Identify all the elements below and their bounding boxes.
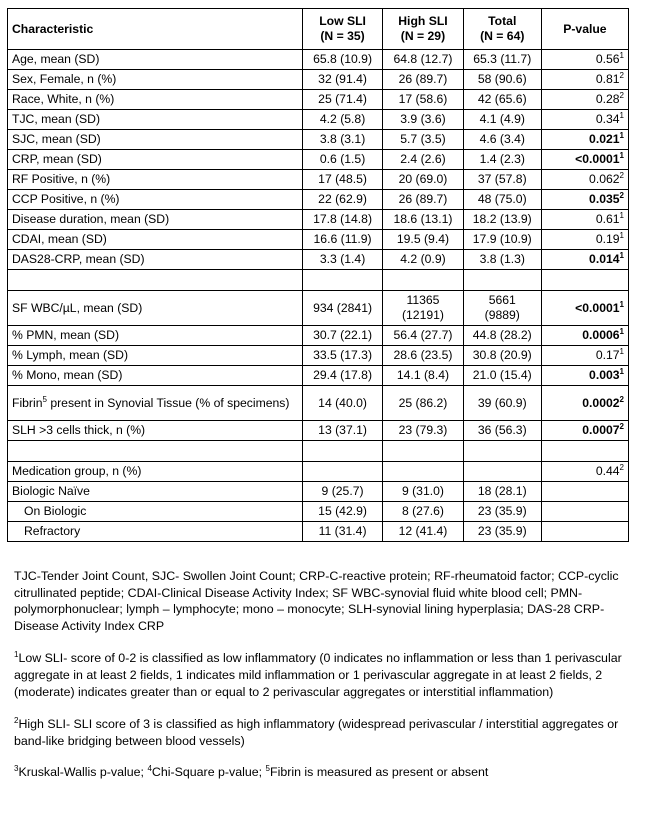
total-value: 21.0 (15.4) [463,366,541,386]
p-value-footnote-marker: 2 [619,462,624,472]
p-value: 0.035 [589,192,620,206]
high-sli-value: 18.6 (13.1) [383,210,463,230]
table-footnotes [14,568,638,781]
spacer-row [8,441,629,462]
p-value-cell [541,70,628,90]
characteristic-label: RF Positive, n (%) [8,170,303,190]
p-value-cell [541,130,628,150]
total-value: 44.8 (28.2) [463,326,541,346]
low-sli-value: 17 (48.5) [302,170,382,190]
p-value-footnote-marker: 1 [619,299,624,309]
table-row [8,110,629,130]
empty-cell [541,502,628,522]
empty-cell [8,441,303,462]
empty-cell [383,441,463,462]
empty-cell [302,270,382,291]
high-sli-value: 25 (86.2) [383,386,463,421]
total-value: 1.4 (2.3) [463,150,541,170]
total-value [463,291,541,326]
high-sli-value: 14.1 (8.4) [383,366,463,386]
empty-cell [541,441,628,462]
total-value: 37 (57.8) [463,170,541,190]
characteristic-label: % PMN, mean (SD) [8,326,303,346]
high-sli-value: 19.5 (9.4) [383,230,463,250]
p-value: 0.0006 [582,328,620,342]
total-value: 30.8 (20.9) [463,346,541,366]
low-sli-value: 3.8 (3.1) [302,130,382,150]
high-sli-value-line-1: 11365 [406,293,440,307]
p-value: 0.56 [595,52,620,66]
characteristic-label: TJC, mean (SD) [8,110,303,130]
p-value-footnote-marker: 1 [619,110,624,120]
p-value: <0.0001 [575,300,620,315]
total-value: 4.6 (3.4) [463,130,541,150]
empty-cell [541,482,628,502]
low-sli-value: 29.4 (17.8) [302,366,382,386]
p-value-footnote-marker: 2 [619,170,624,180]
empty-cell [463,270,541,291]
spacer-row [8,270,629,291]
p-value-cell [541,386,628,421]
p-value-cell [541,190,628,210]
high-sli-value [383,291,463,326]
high-sli-value: 8 (27.6) [383,502,463,522]
header-p-value: P-value [541,9,628,50]
header-low-sli [302,9,382,50]
total-value-line-2: (9889) [484,308,520,322]
low-sli-value: 16.6 (11.9) [302,230,382,250]
characteristic-label [8,386,303,421]
table-row [8,386,629,421]
low-sli-value: 0.6 (1.5) [302,150,382,170]
low-sli-value: 11 (31.4) [302,522,382,542]
table-row [8,421,629,441]
p-value: 0.44 [595,464,620,478]
total-value: 3.8 (1.3) [463,250,541,270]
p-value-footnote-marker: 1 [619,150,624,160]
high-sli-value: 17 (58.6) [383,90,463,110]
table-row [8,50,629,70]
empty-cell [463,441,541,462]
low-sli-value: 934 (2841) [302,291,382,326]
header-high-sli-n: (N = 29) [400,29,446,43]
p-value-cell [541,462,628,482]
p-value: 0.19 [595,232,620,246]
p-value-footnote-marker: 1 [619,250,624,260]
high-sli-value: 20 (69.0) [383,170,463,190]
high-sli-value: 3.9 (3.6) [383,110,463,130]
table-body [8,9,629,542]
empty-cell [541,270,628,291]
header-high-sli [383,9,463,50]
footnote-2-text: High SLI- SLI score of 3 is classified as high inflammatory (widespread perivascular / interstitial aggregates or band-like bridging between blood vessels) [14,717,619,748]
p-value-footnote-marker: 2 [619,190,624,200]
header-low-sli-name: Low SLI [319,14,366,28]
high-sli-value: 4.2 (0.9) [383,250,463,270]
p-value-footnote-marker: 1 [619,230,624,240]
low-sli-value: 25 (71.4) [302,90,382,110]
characteristic-label: CCP Positive, n (%) [8,190,303,210]
footnote-3-4-5 [14,764,638,781]
high-sli-value: 2.4 (2.6) [383,150,463,170]
p-value-cell [541,50,628,70]
low-sli-value: 65.8 (10.9) [302,50,382,70]
header-total-n: (N = 64) [480,29,525,43]
p-value-cell [541,90,628,110]
p-value-cell [541,150,628,170]
table-row [8,150,629,170]
characteristic-label: Medication group, n (%) [8,462,303,482]
high-sli-value: 26 (89.7) [383,190,463,210]
high-sli-value: 26 (89.7) [383,70,463,90]
low-sli-value: 9 (25.7) [302,482,382,502]
total-value: 23 (35.9) [463,502,541,522]
p-value: 0.0007 [582,423,620,437]
table-row [8,522,629,542]
empty-cell [8,270,303,291]
header-low-sli-n: (N = 35) [320,29,365,43]
footnote-1-marker: 1 [14,650,19,660]
total-value-line-1: 5661 [488,293,516,307]
footnote-2 [14,716,638,749]
characteristic-label: SJC, mean (SD) [8,130,303,150]
p-value-footnote-marker: 1 [619,366,624,376]
low-sli-value: 14 (40.0) [302,386,382,421]
table-row [8,326,629,346]
p-value-footnote-marker: 2 [619,90,624,100]
fibrin-label: Fibrin [12,395,43,410]
low-sli-value: 4.2 (5.8) [302,110,382,130]
table-row [8,346,629,366]
header-row [8,9,629,50]
p-value-footnote-marker: 2 [619,421,624,431]
p-value-cell [541,250,628,270]
high-sli-value: 28.6 (23.5) [383,346,463,366]
footnote-3-text: Kruskal-Wallis p-value; [18,765,148,780]
characteristic-label: On Biologic [8,502,303,522]
table-row [8,502,629,522]
p-value-cell [541,210,628,230]
total-value: 65.3 (11.7) [463,50,541,70]
table-row [8,230,629,250]
low-sli-value: 30.7 (22.1) [302,326,382,346]
total-value: 58 (90.6) [463,70,541,90]
p-value-footnote-marker: 1 [619,210,624,220]
p-value-cell [541,421,628,441]
fibrin-footnote-marker: 5 [42,394,47,404]
characteristic-label: Age, mean (SD) [8,50,303,70]
high-sli-value: 64.8 (12.7) [383,50,463,70]
p-value: 0.014 [589,252,620,266]
footnote-5-text: Fibrin is measured as present or absent [270,765,489,780]
p-value: 0.062 [589,172,620,186]
characteristic-label: Refractory [8,522,303,542]
total-value: 48 (75.0) [463,190,541,210]
total-value: 39 (60.9) [463,386,541,421]
p-value-cell [541,366,628,386]
p-value-footnote-marker: 1 [619,346,624,356]
footnote-1-text: Low SLI- score of 0-2 is classified as low inflammatory (0 indicates no inflammation or less than 1 perivascular aggregate in at least 2 fields, 1 indicates mild inflammation or 1 perivascular aggregate in at least 2 fields, 2 (moderate) indicates greater than or equal to 2 perivascular aggregates or interstitial inflammation) [14,651,622,699]
empty-cell [541,522,628,542]
characteristic-label: Sex, Female, n (%) [8,70,303,90]
high-sli-value: 23 (79.3) [383,421,463,441]
footnote-2-marker: 2 [14,716,19,726]
empty-cell [383,270,463,291]
empty-cell [383,462,463,482]
p-value: <0.0001 [575,152,620,166]
footnote-3-marker: 3 [14,764,19,774]
p-value: 0.003 [589,368,620,382]
footnote-4-text: Chi-Square p-value; [151,765,266,780]
table-row [8,250,629,270]
high-sli-value-line-2: (12191) [401,308,444,322]
total-value: 42 (65.6) [463,90,541,110]
total-value: 36 (56.3) [463,421,541,441]
p-value: 0.0002 [582,395,620,410]
p-value-footnote-marker: 2 [619,70,624,80]
characteristic-label: DAS28-CRP, mean (SD) [8,250,303,270]
p-value: 0.81 [595,72,620,86]
table-row [8,291,629,326]
characteristics-table [7,8,629,542]
characteristic-label: SLH >3 cells thick, n (%) [8,421,303,441]
table-row [8,210,629,230]
characteristic-label: % Mono, mean (SD) [8,366,303,386]
empty-cell [302,441,382,462]
footnote-1 [14,650,638,700]
p-value-cell [541,230,628,250]
p-value: 0.28 [595,92,620,106]
characteristic-label: % Lymph, mean (SD) [8,346,303,366]
characteristic-label: Race, White, n (%) [8,90,303,110]
p-value-cell [541,110,628,130]
table-row [8,130,629,150]
table-row [8,170,629,190]
low-sli-value: 33.5 (17.3) [302,346,382,366]
p-value: 0.61 [595,212,620,226]
characteristic-label: Biologic Naïve [8,482,303,502]
table-row [8,366,629,386]
p-value-cell [541,291,628,326]
header-characteristic: Characteristic [8,9,303,50]
p-value: 0.17 [595,348,620,362]
p-value-cell [541,326,628,346]
fibrin-label-rest: present in Synovial Tissue (% of specimens) [46,395,290,410]
header-high-sli-name: High SLI [398,14,448,28]
table-row [8,190,629,210]
abbreviations-note: TJC-Tender Joint Count, SJC- Swollen Joint Count; CRP-C-reactive protein; RF-rheumatoid factor; CCP-cyclic citrullinated peptide; CDAI-Clinical Disease Activity Index; SF WBC-synovial fluid white blood cell; PMN-polymorphonuclear; lymph – lymphocyte; mono – monocyte; SLH-synovial lining hyperplasia; DAS-28 CRP-Disease Activity Index CRP [14,569,619,633]
footnote-4-marker: 4 [147,764,152,774]
footnote-5-marker: 5 [265,764,270,774]
characteristic-label: CRP, mean (SD) [8,150,303,170]
high-sli-value: 9 (31.0) [383,482,463,502]
low-sli-value: 32 (91.4) [302,70,382,90]
total-value: 17.9 (10.9) [463,230,541,250]
table-row [8,482,629,502]
table-row [8,462,629,482]
p-value-footnote-marker: 2 [619,394,624,404]
high-sli-value: 5.7 (3.5) [383,130,463,150]
high-sli-value: 12 (41.4) [383,522,463,542]
low-sli-value: 13 (37.1) [302,421,382,441]
characteristic-label: SF WBC/µL, mean (SD) [8,291,303,326]
p-value: 0.34 [595,112,620,126]
low-sli-value: 22 (62.9) [302,190,382,210]
characteristic-label: CDAI, mean (SD) [8,230,303,250]
total-value: 18.2 (13.9) [463,210,541,230]
header-total [463,9,541,50]
p-value: 0.021 [589,132,620,146]
p-value-footnote-marker: 1 [619,326,624,336]
total-value: 4.1 (4.9) [463,110,541,130]
table-row [8,90,629,110]
characteristic-label: Disease duration, mean (SD) [8,210,303,230]
empty-cell [463,462,541,482]
p-value-cell [541,170,628,190]
low-sli-value: 15 (42.9) [302,502,382,522]
p-value-cell [541,346,628,366]
p-value-footnote-marker: 1 [619,50,624,60]
table-row [8,70,629,90]
empty-cell [302,462,382,482]
low-sli-value: 3.3 (1.4) [302,250,382,270]
low-sli-value: 17.8 (14.8) [302,210,382,230]
total-value: 18 (28.1) [463,482,541,502]
header-total-name: Total [488,14,517,28]
high-sli-value: 56.4 (27.7) [383,326,463,346]
total-value: 23 (35.9) [463,522,541,542]
p-value-footnote-marker: 1 [619,130,624,140]
